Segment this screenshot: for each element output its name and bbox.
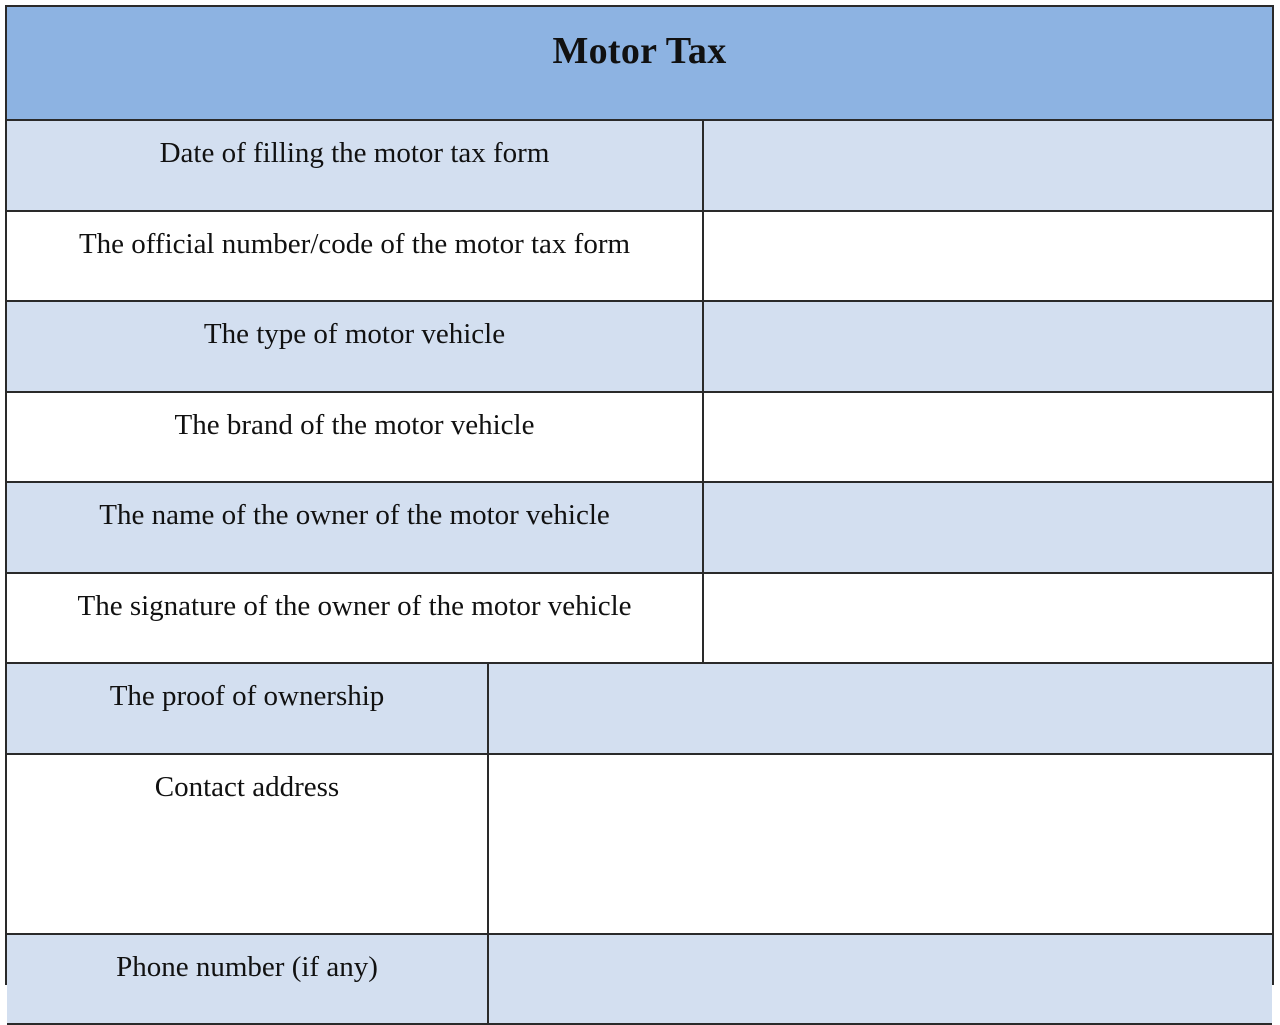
official-number-field[interactable] — [704, 212, 1272, 300]
vehicle-type-field[interactable] — [704, 302, 1272, 391]
form-header — [7, 7, 1272, 121]
motor-tax-form — [5, 5, 1274, 985]
field-label-vehicle-type: The type of motor vehicle — [7, 302, 704, 391]
form-row-vehicle-type — [7, 302, 1272, 393]
form-row-official-number — [7, 212, 1272, 302]
vehicle-brand-field[interactable] — [704, 393, 1272, 481]
field-label-contact-address: Contact address — [7, 755, 489, 933]
field-label-owner-signature: The signature of the owner of the motor vehicle — [7, 574, 704, 662]
owner-signature-field[interactable] — [704, 574, 1272, 662]
form-row-proof-of-ownership — [7, 664, 1272, 755]
contact-address-field[interactable] — [489, 755, 1272, 933]
field-label-phone-number: Phone number (if any) — [7, 935, 489, 1023]
field-label-vehicle-brand: The brand of the motor vehicle — [7, 393, 704, 481]
phone-number-field[interactable] — [489, 935, 1272, 1023]
date-field[interactable] — [704, 121, 1272, 210]
field-label-owner-name: The name of the owner of the motor vehicle — [7, 483, 704, 572]
proof-of-ownership-field[interactable] — [489, 664, 1272, 753]
field-label-date: Date of filling the motor tax form — [7, 121, 704, 210]
field-label-official-number: The official number/code of the motor tax form — [7, 212, 704, 300]
form-row-owner-name — [7, 483, 1272, 574]
form-row-date — [7, 121, 1272, 212]
form-row-owner-signature — [7, 574, 1272, 664]
owner-name-field[interactable] — [704, 483, 1272, 572]
form-row-contact-address — [7, 755, 1272, 935]
field-label-proof-of-ownership: The proof of ownership — [7, 664, 489, 753]
form-title: Motor Tax — [552, 30, 727, 72]
form-row-phone-number — [7, 935, 1272, 1025]
form-row-vehicle-brand — [7, 393, 1272, 483]
